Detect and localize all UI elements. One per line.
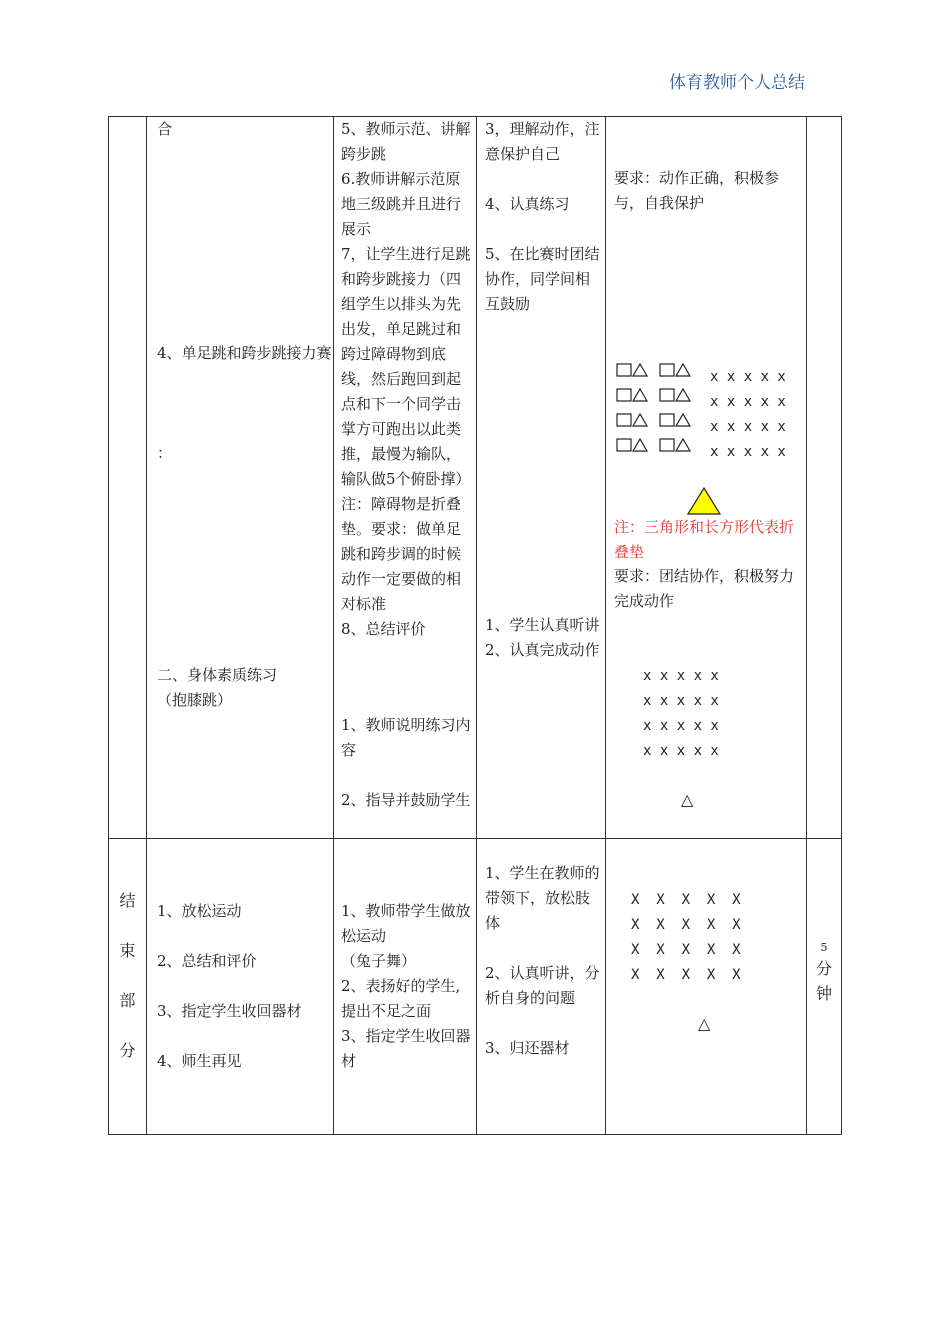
mat-square-icon [660, 439, 674, 451]
mat-square-icon [617, 389, 631, 401]
student-activity-text: 3，理解动作，注意保护自己 4、认真练习 5、在比赛时团结协作，同学间相互鼓励 [485, 120, 600, 313]
mat-triangle-icon [676, 389, 690, 401]
part-label-char: 分 [119, 1041, 136, 1060]
mat-triangle-icon [633, 439, 647, 451]
end-student-text: 1、学生在教师的带领下，放松肢体 2、认真听讲，分析自身的问题 3、归还器材 [485, 864, 600, 1057]
formation-row: x x x x x [643, 668, 719, 684]
formation-row: x x x x x [643, 718, 719, 734]
formation-row: x x x x x [710, 369, 786, 385]
part-label-vertical [109, 888, 146, 1088]
formation-row: x x x x x [710, 394, 786, 410]
teacher-guide-text: 2、指导并鼓励学生 [341, 791, 471, 809]
document-header-title: 体育教师个人总结 [669, 73, 805, 93]
part-label-char: 束 [119, 941, 136, 960]
student-formation-relay [710, 365, 786, 465]
teacher-position-icon: △ [698, 1014, 711, 1033]
formation-row: x x x x x [643, 693, 719, 709]
student-listen-text: 1、学生认真听讲 2、认真完成动作 [485, 616, 600, 659]
content-item-relay: 4、单足跳和跨步跳接力赛 [157, 344, 332, 362]
content-item-fitness: 二、身体素质练习 （抱膝跳） [157, 666, 278, 709]
folding-mat-diagram [614, 360, 704, 460]
org-requirement-2: 要求：团结协作，积极努力完成动作 [614, 567, 795, 610]
content-item-colon: ： [157, 444, 173, 462]
time-cell [807, 940, 841, 1006]
mat-square-icon [660, 364, 674, 376]
mat-square-icon [617, 439, 631, 451]
mat-square-icon [617, 364, 631, 376]
content-item-he: 合 [157, 120, 173, 138]
mat-triangle-icon [676, 414, 690, 426]
mat-triangle-icon [633, 389, 647, 401]
teacher-activity-text: 5、教师示范、讲解跨步跳 6.教师讲解示范原地三级跳并且进行展示 7，让学生进行足跳和跨步跳接力（四组学生以排头为先出发，单足跳过和跨过障碍物到底线，然后跑回到起点和下一个同学击掌方可跑出以此类推，最慢为输队，输队做5个俯卧撑）注：障碍物是折叠垫。要求：做单足跳和跨步调的时候动作一定要做的相对标准 8、总结评价 [341, 120, 471, 638]
part-label-char: 部 [119, 991, 136, 1010]
teacher-position-icon: △ [681, 790, 694, 809]
end-teacher-text: 1、教师带学生做放松运动 （兔子舞） 2、表扬好的学生,提出不足之面 3、指定学生收回器材 [341, 902, 471, 1070]
formation-row: X X X X X [631, 917, 741, 933]
mat-square-icon [660, 389, 674, 401]
student-formation-fitness [643, 664, 719, 764]
mat-square-icon [660, 414, 674, 426]
formation-row: x x x x x [710, 444, 786, 460]
end-content-text: 1、放松运动 2、总结和评价 3、指定学生收回器材 4、师生再见 [157, 902, 302, 1070]
formation-row: X X X X X [631, 942, 741, 958]
formation-row: x x x x x [643, 743, 719, 759]
student-formation-end [631, 888, 741, 988]
formation-row: X X X X X [631, 892, 741, 908]
org-requirement-1: 要求：动作正确，积极参与，自我保护 [614, 169, 780, 212]
mat-triangle-icon [676, 439, 690, 451]
mat-triangle-icon [676, 364, 690, 376]
mat-square-icon [617, 414, 631, 426]
formation-row: x x x x x [710, 419, 786, 435]
part-label-char: 结 [119, 891, 136, 910]
time-number: 5 [820, 941, 828, 954]
org-note-red: 注：三角形和长方形代表折叠垫 [614, 518, 795, 561]
time-unit: 分 钟 [815, 959, 832, 1003]
teacher-explain-text: 1、教师说明练习内容 [341, 716, 471, 759]
formation-row: X X X X X [631, 967, 741, 983]
mat-triangle-icon [633, 364, 647, 376]
mat-triangle-icon [633, 414, 647, 426]
yellow-triangle-icon [686, 486, 722, 516]
